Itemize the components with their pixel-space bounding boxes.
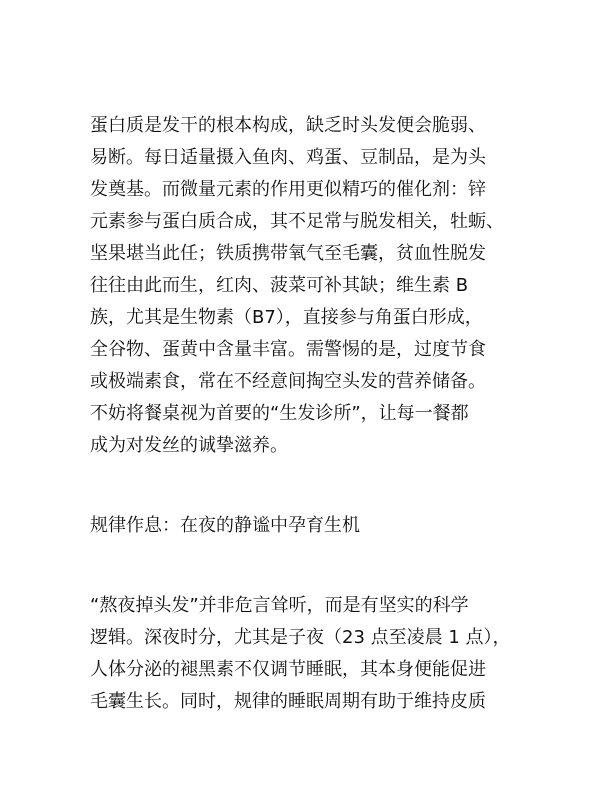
paragraph-2-line-3: 人体分泌的褪黑素不仅调节睡眠，其本身便能促进	[90, 659, 486, 680]
paragraph-1-line-1: 蛋白质是发干的根本构成，缺乏时头发便会脆弱、	[90, 115, 486, 136]
paragraph-1-line-3: 发奠基。而微量元素的作用更似精巧的催化剂：锌	[90, 179, 486, 200]
paragraph-1-line-4: 元素参与蛋白质合成，其不足常与脱发相关，牡蛎、	[90, 211, 504, 232]
paragraph-1-line-10: 不妨将餐桌视为首要的“生发诊所”，让每一餐都	[90, 403, 469, 424]
paragraph-1-line-11: 成为对发丝的诚挚滋养。	[90, 435, 288, 456]
paragraph-1-line-7: 族，尤其是生物素（B7），直接参与角蛋白形成，	[90, 307, 483, 328]
paragraph-1-line-6: 往往由此而生，红肉、菠菜可补其缺；维生素 B	[90, 275, 469, 296]
section-heading: 规律作息：在夜的静谧中孕育生机	[90, 515, 360, 536]
paragraph-2-line-2: 逻辑。深夜时分，尤其是子夜（23 点至凌晨 1 点），	[90, 627, 511, 648]
paragraph-1-line-8: 全谷物、蛋黄中含量丰富。需警惕的是，过度节食	[90, 339, 486, 360]
paragraph-2-line-4: 毛囊生长。同时，规律的睡眠周期有助于维持皮质	[90, 691, 486, 712]
paragraph-1-line-5: 坚果堪当此任；铁质携带氧气至毛囊，贫血性脱发	[90, 243, 486, 264]
paragraph-2-line-1: “熬夜掉头发”并非危言耸听，而是有坚实的科学	[90, 595, 469, 616]
paragraph-1-line-9: 或极端素食，常在不经意间掏空头发的营养储备。	[90, 371, 486, 392]
paragraph-1-line-2: 易断。每日适量摄入鱼肉、鸡蛋、豆制品，是为头	[90, 147, 486, 168]
